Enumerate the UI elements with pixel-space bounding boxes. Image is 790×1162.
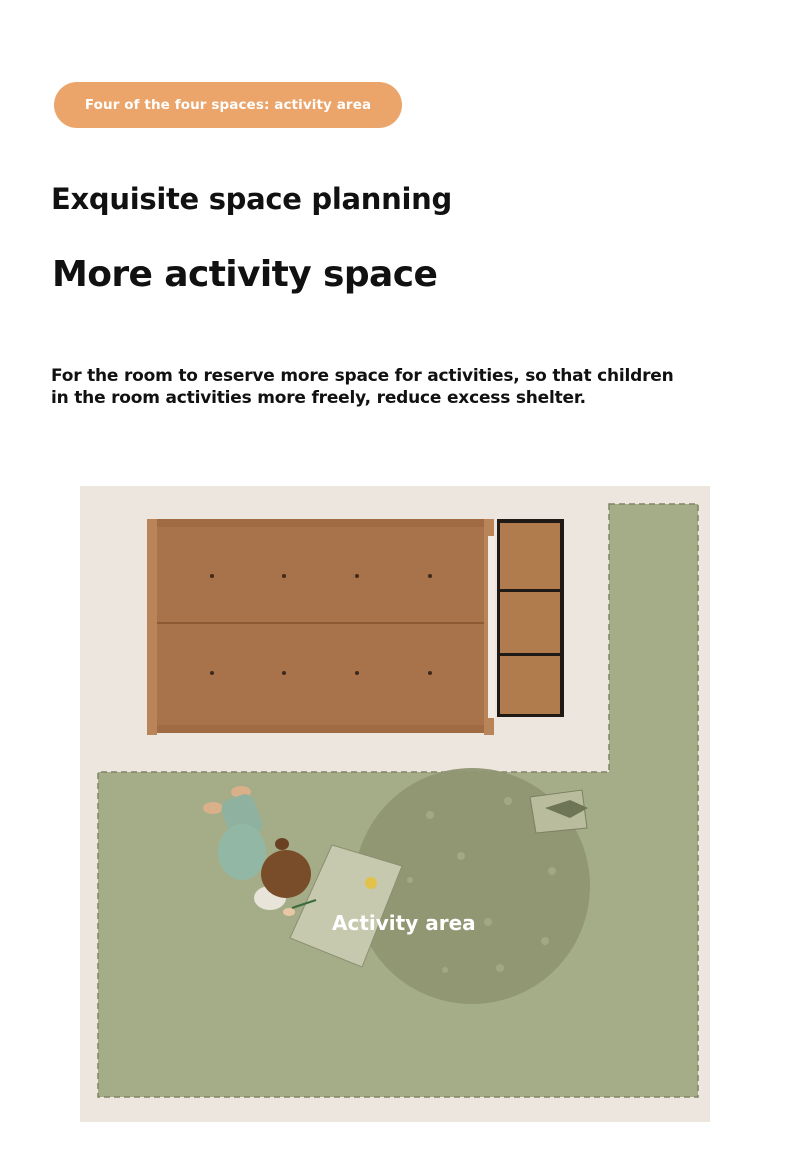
cabinet-icon xyxy=(497,519,564,717)
description-text: For the room to reserve more space for activities, so that children in the room activities more freely, reduce excess shelter. xyxy=(51,366,674,408)
section-badge-label: Four of the four spaces: activity area xyxy=(84,97,372,113)
toy-card-icon xyxy=(530,790,588,833)
bed-icon xyxy=(147,519,495,735)
activity-area-label: Activity area xyxy=(332,911,476,935)
heading-secondary: More activity space xyxy=(52,254,438,295)
heading-primary: Exquisite space planning xyxy=(51,182,452,216)
